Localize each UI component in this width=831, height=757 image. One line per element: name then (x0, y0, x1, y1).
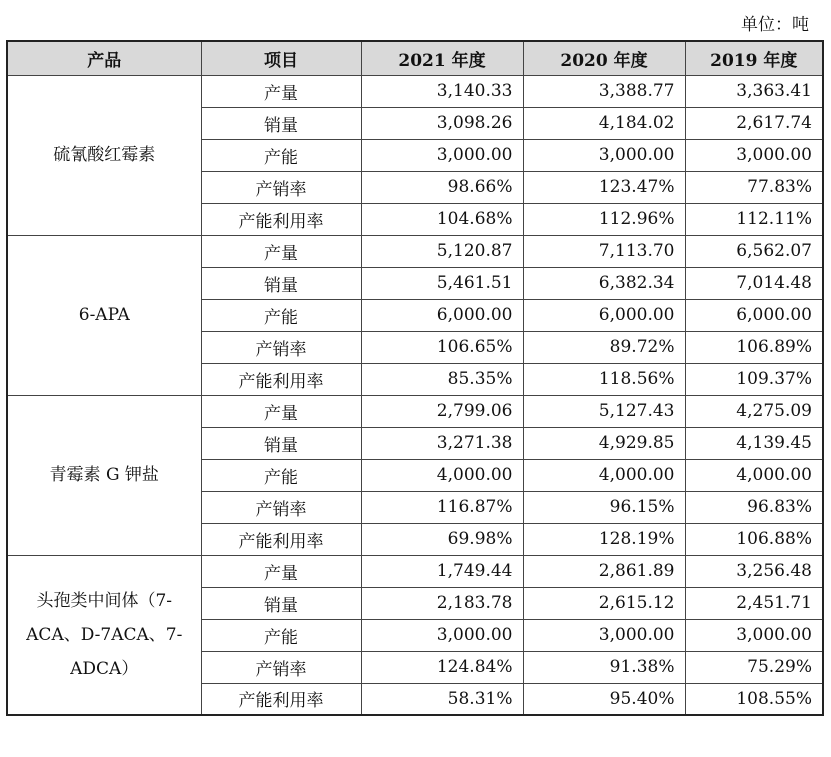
value-2021-cell: 1,749.44 (361, 555, 523, 587)
item-cell: 产能 (201, 139, 361, 171)
value-2020-cell: 2,615.12 (523, 587, 685, 619)
value-2021-cell: 106.65% (361, 331, 523, 363)
item-cell: 产销率 (201, 331, 361, 363)
value-2019-cell: 6,000.00 (685, 299, 823, 331)
header-2019: 2019 年度 (685, 41, 823, 75)
table-row (7, 235, 823, 267)
value-2019-cell: 77.83% (685, 171, 823, 203)
value-2019-cell: 108.55% (685, 683, 823, 715)
table-row (7, 75, 823, 107)
value-2021-cell: 5,461.51 (361, 267, 523, 299)
product-cell: 青霉素 G 钾盐 (7, 395, 201, 555)
value-2020-cell: 7,113.70 (523, 235, 685, 267)
value-2019-cell: 7,014.48 (685, 267, 823, 299)
value-2019-cell: 6,562.07 (685, 235, 823, 267)
value-2021-cell: 3,140.33 (361, 75, 523, 107)
value-2020-cell: 6,000.00 (523, 299, 685, 331)
value-2021-cell: 69.98% (361, 523, 523, 555)
header-2020: 2020 年度 (523, 41, 685, 75)
value-2019-cell: 106.89% (685, 331, 823, 363)
value-2021-cell: 85.35% (361, 363, 523, 395)
item-cell: 销量 (201, 107, 361, 139)
item-cell: 产能 (201, 459, 361, 491)
item-cell: 产能利用率 (201, 683, 361, 715)
table-row (7, 395, 823, 427)
value-2020-cell: 128.19% (523, 523, 685, 555)
value-2019-cell: 109.37% (685, 363, 823, 395)
value-2019-cell: 106.88% (685, 523, 823, 555)
item-cell: 产能利用率 (201, 523, 361, 555)
item-cell: 产量 (201, 555, 361, 587)
value-2019-cell: 112.11% (685, 203, 823, 235)
value-2019-cell: 4,000.00 (685, 459, 823, 491)
value-2019-cell: 3,363.41 (685, 75, 823, 107)
value-2021-cell: 5,120.87 (361, 235, 523, 267)
item-cell: 销量 (201, 587, 361, 619)
value-2021-cell: 3,000.00 (361, 139, 523, 171)
unit-label: 单位：吨 (741, 15, 809, 35)
value-2020-cell: 91.38% (523, 651, 685, 683)
value-2019-cell: 4,139.45 (685, 427, 823, 459)
table-row (7, 555, 823, 587)
value-2020-cell: 6,382.34 (523, 267, 685, 299)
item-cell: 产销率 (201, 651, 361, 683)
product-cell: 6-APA (7, 235, 201, 395)
value-2019-cell: 3,000.00 (685, 619, 823, 651)
value-2020-cell: 123.47% (523, 171, 685, 203)
value-2019-cell: 3,256.48 (685, 555, 823, 587)
value-2020-cell: 4,184.02 (523, 107, 685, 139)
value-2020-cell: 118.56% (523, 363, 685, 395)
value-2019-cell: 96.83% (685, 491, 823, 523)
value-2020-cell: 112.96% (523, 203, 685, 235)
value-2021-cell: 58.31% (361, 683, 523, 715)
value-2020-cell: 96.15% (523, 491, 685, 523)
item-cell: 产量 (201, 395, 361, 427)
value-2021-cell: 2,183.78 (361, 587, 523, 619)
item-cell: 产销率 (201, 171, 361, 203)
value-2020-cell: 5,127.43 (523, 395, 685, 427)
value-2021-cell: 124.84% (361, 651, 523, 683)
value-2021-cell: 3,271.38 (361, 427, 523, 459)
value-2021-cell: 116.87% (361, 491, 523, 523)
header-item: 项目 (201, 41, 361, 75)
value-2021-cell: 2,799.06 (361, 395, 523, 427)
value-2019-cell: 4,275.09 (685, 395, 823, 427)
value-2021-cell: 3,000.00 (361, 619, 523, 651)
value-2019-cell: 2,451.71 (685, 587, 823, 619)
item-cell: 产量 (201, 235, 361, 267)
production-sales-table (6, 40, 824, 716)
value-2021-cell: 104.68% (361, 203, 523, 235)
value-2020-cell: 3,388.77 (523, 75, 685, 107)
item-cell: 产能 (201, 299, 361, 331)
item-cell: 产能利用率 (201, 203, 361, 235)
item-cell: 产销率 (201, 491, 361, 523)
value-2020-cell: 2,861.89 (523, 555, 685, 587)
value-2020-cell: 3,000.00 (523, 139, 685, 171)
value-2020-cell: 4,929.85 (523, 427, 685, 459)
table-body (7, 75, 823, 715)
value-2020-cell: 3,000.00 (523, 619, 685, 651)
item-cell: 销量 (201, 267, 361, 299)
item-cell: 产能利用率 (201, 363, 361, 395)
product-cell: 头孢类中间体（7-ACA、D-7ACA、7-ADCA） (7, 555, 201, 715)
value-2021-cell: 3,098.26 (361, 107, 523, 139)
value-2021-cell: 6,000.00 (361, 299, 523, 331)
value-2019-cell: 3,000.00 (685, 139, 823, 171)
value-2019-cell: 75.29% (685, 651, 823, 683)
value-2021-cell: 4,000.00 (361, 459, 523, 491)
item-cell: 产能 (201, 619, 361, 651)
value-2021-cell: 98.66% (361, 171, 523, 203)
item-cell: 销量 (201, 427, 361, 459)
product-cell: 硫氰酸红霉素 (7, 75, 201, 235)
header-row (7, 41, 823, 75)
header-product: 产品 (7, 41, 201, 75)
value-2020-cell: 89.72% (523, 331, 685, 363)
item-cell: 产量 (201, 75, 361, 107)
value-2020-cell: 4,000.00 (523, 459, 685, 491)
value-2019-cell: 2,617.74 (685, 107, 823, 139)
header-2021: 2021 年度 (361, 41, 523, 75)
value-2020-cell: 95.40% (523, 683, 685, 715)
